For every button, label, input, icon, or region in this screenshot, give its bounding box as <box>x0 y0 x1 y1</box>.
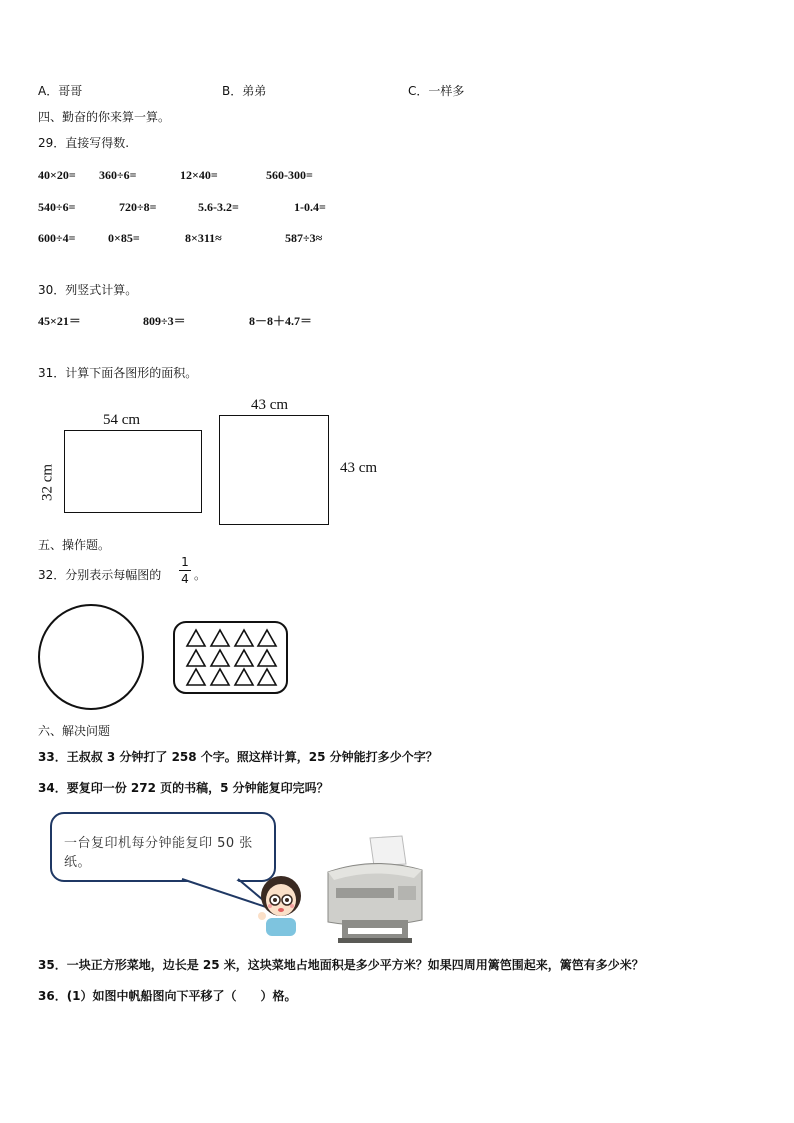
triangle-icon <box>258 630 276 646</box>
triangle-icon <box>187 650 205 666</box>
bubble-text: 一台复印机每分钟能复印 50 张纸。 <box>64 836 253 870</box>
q30-label: 30．列竖式计算。 <box>38 283 138 297</box>
fraction-denominator: 4 <box>181 572 189 586</box>
q29-item: 360÷6= <box>99 168 137 182</box>
q29-label: 29．直接写得数. <box>38 136 130 150</box>
q31-label: 31．计算下面各图形的面积。 <box>38 366 198 380</box>
q29-item: 12×40= <box>180 168 218 182</box>
option-c: C．一样多 <box>408 84 465 98</box>
triangle-icon <box>211 669 229 685</box>
triangle-icon <box>211 630 229 646</box>
q29-item: 40×20= <box>38 168 76 182</box>
triangle-icon <box>211 650 229 666</box>
q29-item: 8×311≈ <box>185 231 222 245</box>
q29-item: 600÷4= <box>38 231 76 245</box>
q29-item: 1-0.4= <box>294 200 326 214</box>
q30-item: 809÷3＝ <box>143 314 186 328</box>
q30-item: 45×21＝ <box>38 314 81 328</box>
option-b: B．弟弟 <box>222 84 267 98</box>
q32-label: 32．分别表示每幅图的 <box>38 568 162 582</box>
q29-item: 560-300= <box>266 168 313 182</box>
q34-label: 34．要复印一份 272 页的书稿，5 分钟能复印完吗？ <box>38 781 329 795</box>
fraction-one-quarter <box>179 555 191 586</box>
triangle-grid <box>187 630 276 685</box>
option-a: A．哥哥 <box>38 84 83 98</box>
q32-figures <box>0 600 300 715</box>
square-side-label: 43 cm <box>340 460 378 476</box>
section-6-title: 六、解决问题 <box>38 724 111 738</box>
fraction-numerator: 1 <box>181 555 189 569</box>
circle-shape <box>39 605 143 709</box>
q29-item: 540÷6= <box>38 200 76 214</box>
q29-item: 0×85= <box>108 231 140 245</box>
triangle-icon <box>258 669 276 685</box>
section-4-title: 四、勤奋的你来算一算。 <box>38 110 171 124</box>
triangle-icon <box>187 669 205 685</box>
q32-suffix: 。 <box>194 568 207 582</box>
photocopier-icon <box>322 834 427 946</box>
section-5-title: 五、操作题。 <box>38 538 111 552</box>
square-shape <box>220 416 329 525</box>
rect-width-label: 54 cm <box>103 412 141 428</box>
q30-item: 8－8＋4.7＝ <box>249 314 313 328</box>
triangle-icon <box>235 669 253 685</box>
triangle-icon <box>235 630 253 646</box>
q29-item: 587÷3≈ <box>285 231 323 245</box>
triangle-icon <box>235 650 253 666</box>
q36-label: 36．(1）如图中帆船图向下平移了（ ）格。 <box>38 989 297 1003</box>
q35-label: 35．一块正方形菜地，边长是 25 米，这块菜地占地面积是多少平方米？如果四周用篱笆围起来，篱笆有多少米？ <box>38 958 644 972</box>
rectangle-shape <box>65 431 202 513</box>
triangle-icon <box>258 650 276 666</box>
triangle-icon <box>187 630 205 646</box>
q33-label: 33．王叔叔 3 分钟打了 258 个字。照这样计算，25 分钟能打多少个字？ <box>38 750 438 764</box>
q29-item: 5.6-3.2= <box>198 200 239 214</box>
square-top-label: 43 cm <box>251 397 289 413</box>
q29-item: 720÷8= <box>119 200 157 214</box>
girl-avatar-icon <box>252 866 312 938</box>
rect-height-label: 32 cm <box>39 463 56 502</box>
